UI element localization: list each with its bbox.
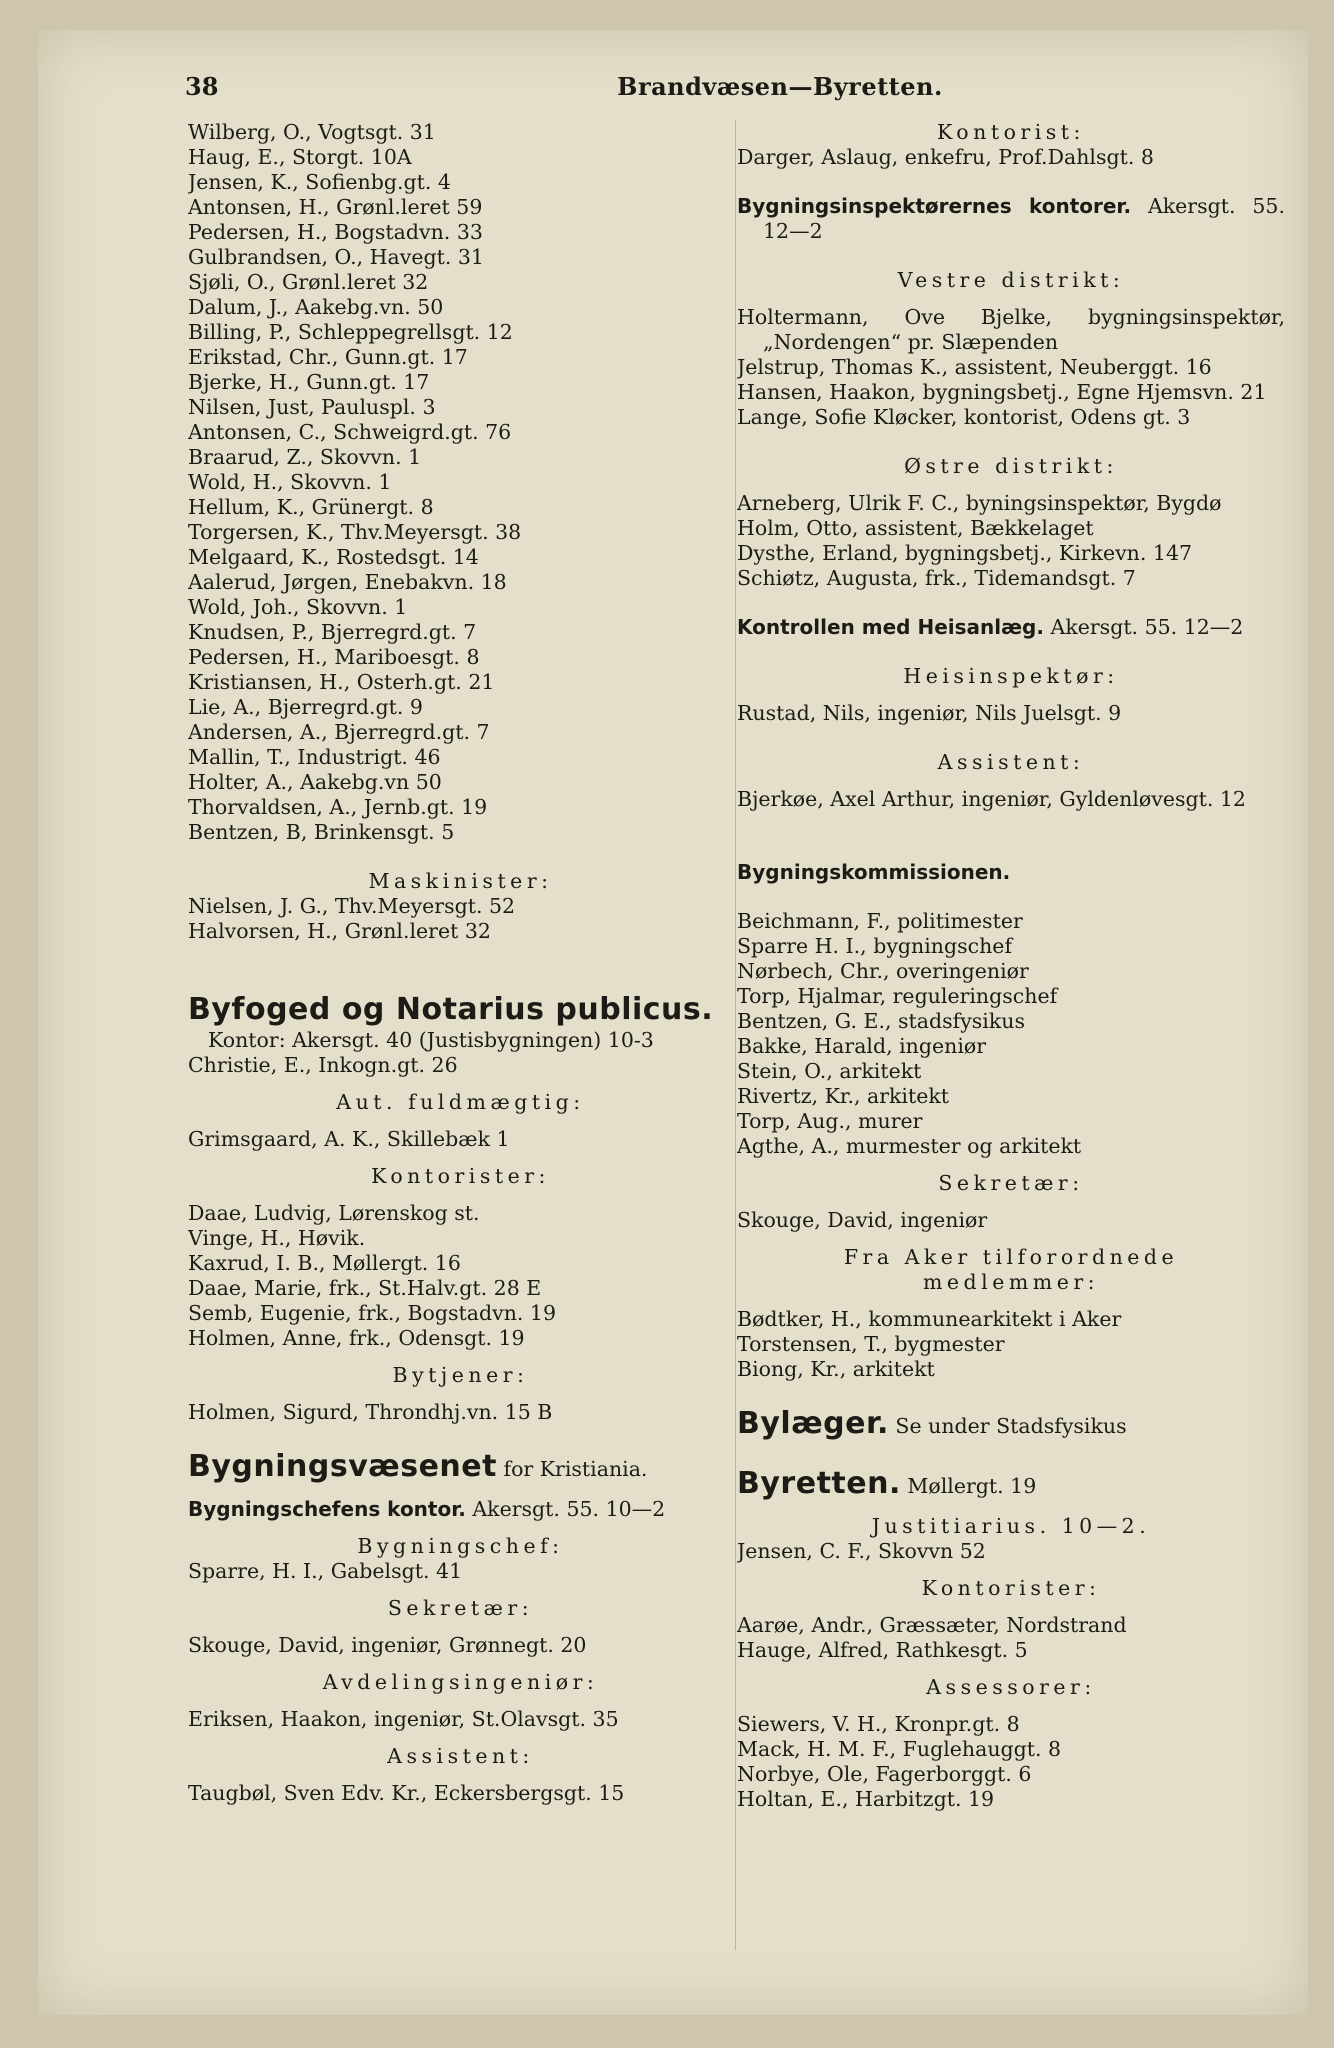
heading-bygningskommissionen: Bygningskommissionen.	[737, 860, 1011, 884]
list-item: Kaxrud, I. B., Møllergt. 16	[188, 1251, 461, 1275]
list-item: Lange, Sofie Kløcker, kontorist, Odens gt. 3	[737, 405, 1191, 429]
list-item: Lie, A., Bjerregrd.gt. 9	[188, 695, 423, 719]
list-item: Nilsen, Just, Pauluspl. 3	[188, 395, 436, 419]
list-item: Nielsen, J. G., Thv.Meyersgt. 52	[188, 894, 516, 918]
bytjener-entry: Holmen, Sigurd, Throndhj.vn. 15 B	[188, 1400, 553, 1424]
kontorister-list	[188, 1201, 733, 1351]
assistent-entry: Taugbøl, Sven Edv. Kr., Eckersbergsgt. 15	[188, 1781, 625, 1805]
list-item: Holter, A., Aakebg.vn 50	[188, 770, 442, 794]
list-item: Knudsen, P., Bjerregrd.gt. 7	[188, 620, 477, 644]
section-head-avdeling: Avdelingsingeniør:	[322, 1670, 599, 1694]
list-item: Hellum, K., Grünergt. 8	[188, 495, 434, 519]
bygningsinspektorer-suffix: Akersgt. 55. 12—2	[763, 194, 1285, 243]
list-item: Torstensen, T., bygmester	[737, 1332, 1005, 1356]
list-item: Wilberg, O., Vogtsgt. 31	[188, 120, 436, 144]
byretten-suffix: Møllergt. 19	[907, 1474, 1037, 1498]
assessorer-list	[737, 1712, 1285, 1812]
heisinspektor-entry: Rustad, Nils, ingeniør, Nils Juelsgt. 9	[737, 701, 1122, 725]
byfoged-office: Kontor: Akersgt. 40 (Justisbygningen) 10-3	[208, 1028, 654, 1052]
section-head-maskinister: Maskinister:	[368, 869, 553, 893]
list-item: Bakke, Harald, ingeniør	[737, 1034, 987, 1058]
bygningschef-kontor-suffix: Akersgt. 55. 10—2	[472, 1497, 666, 1521]
section-head-aker-1: Fra Aker tilforordnede	[843, 1245, 1179, 1269]
list-item: Erikstad, Chr., Gunn.gt. 17	[188, 345, 468, 369]
list-item: Bentzen, B, Brinkensgt. 5	[188, 820, 455, 844]
list-item: Torp, Aug., murer	[737, 1109, 923, 1133]
byretten-title: Byretten.	[737, 1466, 901, 1501]
list-item: Sjøli, O., Grønl.leret 32	[188, 270, 429, 294]
list-item: Stein, O., arkitekt	[737, 1059, 922, 1083]
list-item: Semb, Eugenie, frk., Bogstadvn. 19	[188, 1301, 557, 1325]
bylaeger-title: Bylæger.	[737, 1406, 889, 1441]
list-item: Daae, Ludvig, Lørenskog st.	[188, 1201, 480, 1225]
bygningsinspektorer-title: Bygningsinspektørernes kontorer.	[737, 194, 1132, 218]
aker-list	[737, 1307, 1285, 1382]
list-item: Mack, H. M. F., Fuglehauggt. 8	[737, 1737, 1062, 1761]
section-head-aker-2: medlemmer:	[922, 1270, 1100, 1294]
section-head-assistent: Assistent:	[387, 1744, 534, 1768]
list-item: Mallin, T., Industrigt. 46	[188, 745, 441, 769]
list-item: Bentzen, G. E., stadsfysikus	[737, 1009, 1026, 1033]
list-item: Melgaard, K., Rostedsgt. 14	[188, 545, 479, 569]
list-item: Pedersen, H., Mariboesgt. 8	[188, 645, 480, 669]
assistent-right-entry: Bjerkøe, Axel Arthur, ingeniør, Gyldenløvesgt. 12	[737, 787, 1246, 811]
list-item: Hansen, Haakon, bygningsbetj., Egne Hjemsvn. 21	[737, 380, 1267, 404]
justitiarius-entry: Jensen, C. F., Skovvn 52	[737, 1539, 986, 1563]
section-head-justitiarius: Justitiarius. 10—2.	[871, 1514, 1151, 1538]
list-item: Schiøtz, Augusta, frk., Tidemandsgt. 7	[737, 566, 1136, 590]
list-item: Arneberg, Ulrik F. C., byningsinspektør, Bygdø	[737, 491, 1222, 515]
kommission-list	[737, 909, 1285, 1159]
list-item: Thorvaldsen, A., Jernb.gt. 19	[188, 795, 488, 819]
sekretaer-entry: Skouge, David, ingeniør, Grønnegt. 20	[188, 1633, 587, 1657]
list-item: Aarøe, Andr., Græssæter, Nordstrand	[737, 1613, 1127, 1637]
list-item: Hauge, Alfred, Rathkesgt. 5	[737, 1638, 1028, 1662]
list-item: Torp, Hjalmar, reguleringschef	[737, 984, 1058, 1008]
list-item: Holm, Otto, assistent, Bækkelaget	[737, 516, 1094, 540]
heading-byfoged: Byfoged og Notarius publicus.	[188, 992, 714, 1027]
list-item: Dalum, J., Aakebg.vn. 50	[188, 295, 444, 319]
heading-bygningsvaesenet	[188, 1449, 733, 1485]
list-item: Bødtker, H., kommunearkitekt i Aker	[737, 1307, 1122, 1331]
list-item: Vinge, H., Høvik.	[188, 1226, 366, 1250]
byfoged-person: Christie, E., Inkogn.gt. 26	[188, 1053, 458, 1077]
kontorist-entry: Darger, Aslaug, enkefru, Prof.Dahlsgt. 8	[737, 145, 1154, 169]
section-head-vestre: Vestre distrikt:	[897, 268, 1125, 292]
list-item: Kristiansen, H., Osterh.gt. 21	[188, 670, 495, 694]
list-item: Jelstrup, Thomas K., assistent, Neuberggt. 16	[737, 355, 1212, 379]
sekretaer-right-entry: Skouge, David, ingeniør	[737, 1208, 988, 1232]
list-item: Andersen, A., Bjerregrd.gt. 7	[188, 720, 490, 744]
firemen-list	[188, 120, 733, 845]
section-head-heisinspektor: Heisinspektør:	[903, 664, 1119, 688]
section-head-sekretaer: Sekretær:	[387, 1596, 534, 1620]
section-head-kontorister-right: Kontorister:	[921, 1576, 1101, 1600]
section-head-kontorister: Kontorister:	[371, 1164, 550, 1188]
list-item: Holtermann, Ove Bjelke, bygningsinspektør, „Nordengen“ pr. Slæpenden	[737, 305, 1285, 354]
list-item: Bjerke, H., Gunn.gt. 17	[188, 370, 430, 394]
section-head-fuldmaegtig: Aut. fuldmægtig:	[336, 1090, 585, 1114]
vestre-list	[737, 305, 1285, 430]
kontorister-right-list	[737, 1613, 1285, 1663]
right-column	[737, 120, 1285, 1812]
kontrollen-title: Kontrollen med Heisanlæg.	[737, 615, 1044, 639]
list-item: Nørbech, Chr., overingeniør	[737, 959, 1029, 983]
heading-bylaeger	[737, 1406, 1285, 1442]
list-item: Jensen, K., Sofienbg.gt. 4	[188, 170, 451, 194]
kontrollen-suffix: Akersgt. 55. 12—2	[1050, 615, 1244, 639]
list-item: Antonsen, H., Grønl.leret 59	[188, 195, 483, 219]
bylaeger-suffix: Se under Stadsfysikus	[895, 1414, 1127, 1438]
section-head-ostre: Østre distrikt:	[904, 454, 1118, 478]
page-number: 38	[185, 72, 219, 101]
list-item: Agthe, A., murmester og arkitekt	[737, 1134, 1082, 1158]
left-column	[188, 120, 733, 1806]
list-item: Rivertz, Kr., arkitekt	[737, 1084, 950, 1108]
bygningsvaesenet-title: Bygningsvæsenet	[188, 1449, 497, 1484]
section-head-bytjener: Bytjener:	[392, 1363, 529, 1387]
ostre-list	[737, 491, 1285, 591]
heading-byretten	[737, 1466, 1285, 1502]
column-divider	[735, 120, 736, 1950]
list-item: Beichmann, F., politimester	[737, 909, 1023, 933]
bygningschef-kontor-title: Bygningschefens kontor.	[188, 1497, 466, 1521]
list-item: Holtan, E., Harbitzgt. 19	[737, 1787, 995, 1811]
heading-bygningschef-kontor	[188, 1497, 733, 1522]
list-item: Wold, H., Skovvn. 1	[188, 470, 392, 494]
heading-bygningsinspektorer	[737, 194, 1285, 244]
list-item: Daae, Marie, frk., St.Halv.gt. 28 E	[188, 1276, 542, 1300]
list-item: Sparre H. I., bygningschef	[737, 934, 1013, 958]
section-head-kontorist: Kontorist:	[937, 120, 1085, 144]
section-head-assistent-right: Assistent:	[937, 750, 1085, 774]
section-head-assessorer: Assessorer:	[926, 1675, 1096, 1699]
bygningschef-entry: Sparre, H. I., Gabelsgt. 41	[188, 1559, 463, 1583]
section-head-bygningschef: Bygningschef:	[357, 1534, 564, 1558]
list-item: Norbye, Ole, Fagerborggt. 6	[737, 1762, 1032, 1786]
list-item: Haug, E., Storgt. 10A	[188, 145, 412, 169]
section-head-sekretaer-right: Sekretær:	[938, 1171, 1084, 1195]
list-item: Holmen, Anne, frk., Odensgt. 19	[188, 1326, 525, 1350]
avdeling-entry: Eriksen, Haakon, ingeniør, St.Olavsgt. 35	[188, 1707, 619, 1731]
list-item: Halvorsen, H., Grønl.leret 32	[188, 919, 491, 943]
list-item: Gulbrandsen, O., Havegt. 31	[188, 245, 484, 269]
heading-kontrollen	[737, 615, 1285, 640]
running-head: Brandvæsen—Byretten.	[617, 72, 943, 101]
list-item: Biong, Kr., arkitekt	[737, 1357, 935, 1381]
list-item: Pedersen, H., Bogstadvn. 33	[188, 220, 483, 244]
list-item: Dysthe, Erland, bygningsbetj., Kirkevn. 147	[737, 541, 1193, 565]
list-item: Antonsen, C., Schweigrd.gt. 76	[188, 420, 512, 444]
list-item: Wold, Joh., Skovvn. 1	[188, 595, 408, 619]
list-item: Siewers, V. H., Kronpr.gt. 8	[737, 1712, 1020, 1736]
maskinister-list	[188, 894, 733, 944]
list-item: Billing, P., Schleppegrellsgt. 12	[188, 320, 513, 344]
list-item: Braarud, Z., Skovvn. 1	[188, 445, 422, 469]
list-item: Torgersen, K., Thv.Meyersgt. 38	[188, 520, 522, 544]
bygningsvaesenet-suffix: for Kristiania.	[503, 1457, 648, 1481]
fuldmaegtig-entry: Grimsgaard, A. K., Skillebæk 1	[188, 1127, 510, 1151]
list-item: Aalerud, Jørgen, Enebakvn. 18	[188, 570, 507, 594]
